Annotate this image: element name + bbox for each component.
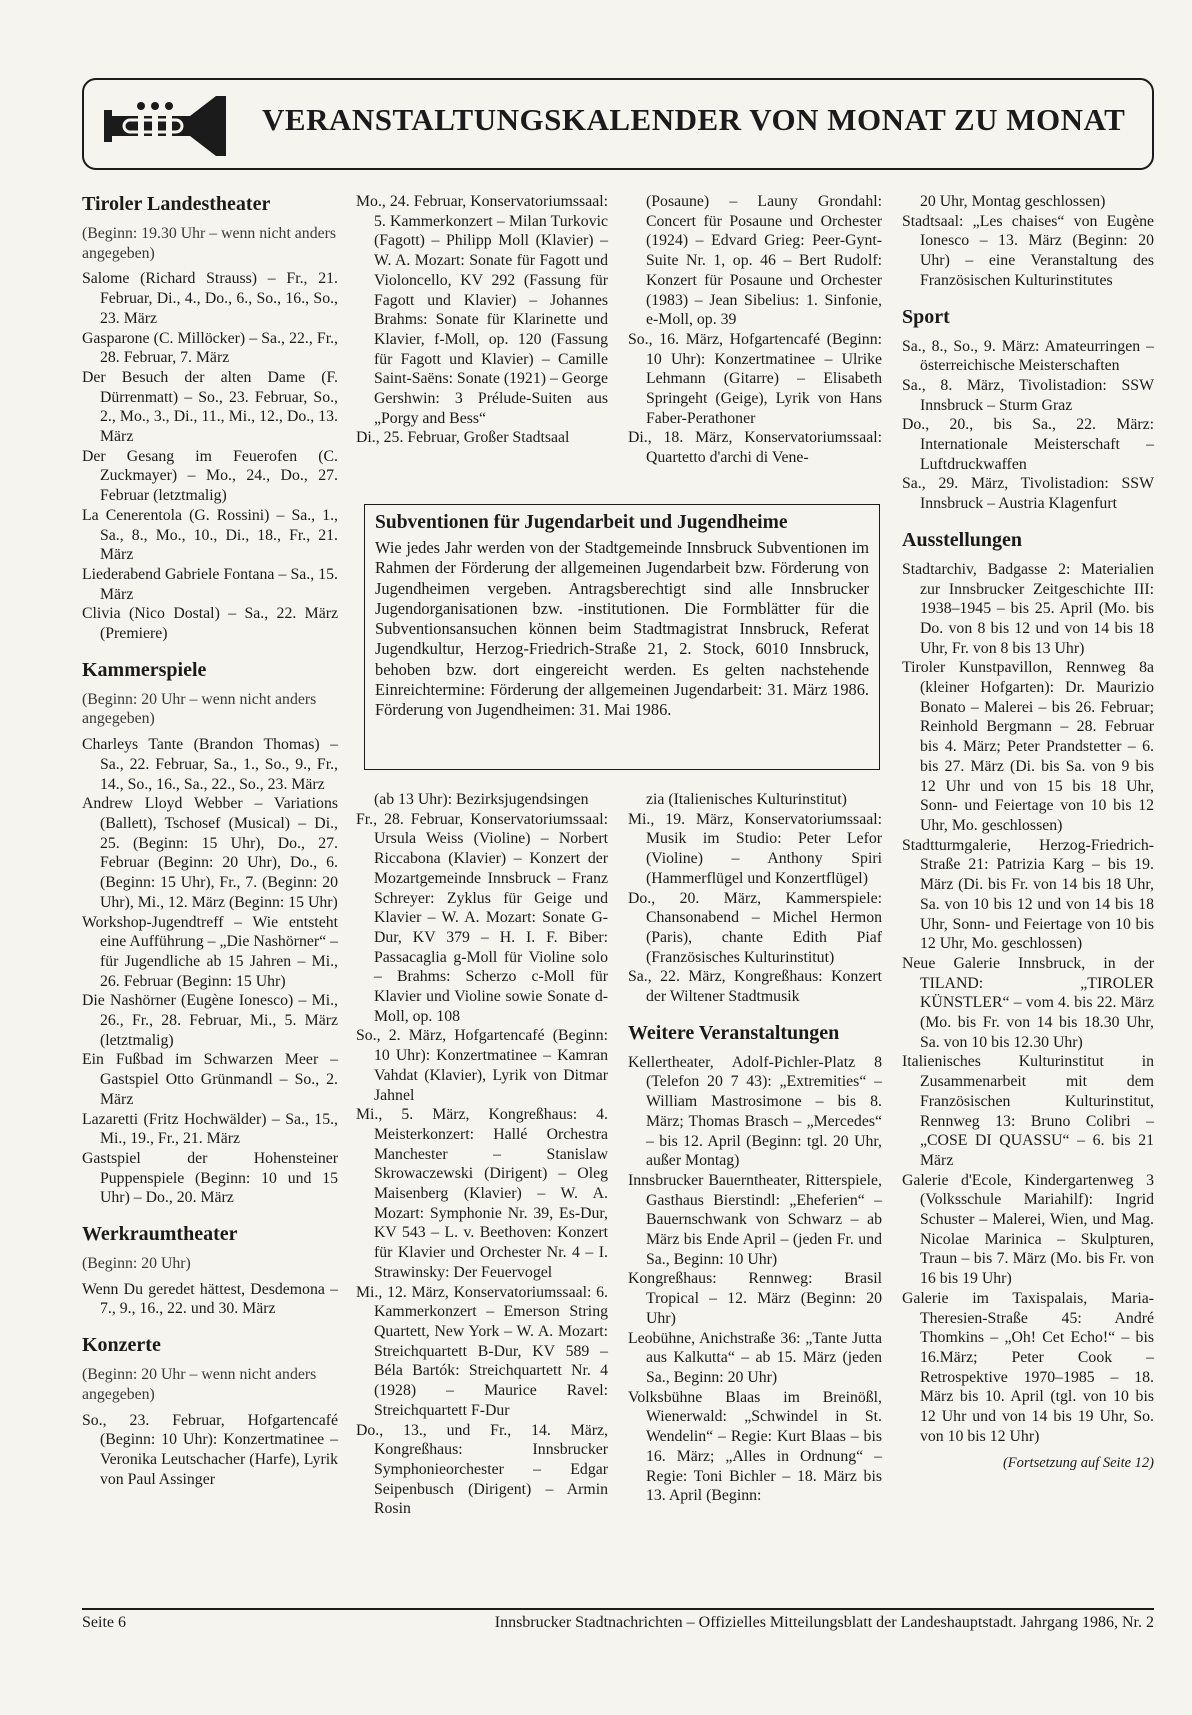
list-item: Lazaretti (Fritz Hochwälder) – Sa., 15., Mi., 19., Fr., 21. März — [82, 1110, 338, 1148]
list-item: Clivia (Nico Dostal) – Sa., 22. März (Premiere) — [82, 605, 338, 643]
continuation-note: (Fortsetzung auf Seite 12) — [1002, 1455, 1154, 1472]
list-item: Do., 20. März, Kammerspiele: Chansonabend – Michel Hermon (Paris), chante Edith Piaf (Französisches Kulturinstitut) — [628, 889, 882, 966]
header-banner — [82, 78, 1154, 170]
list-item: Der Besuch der alten Dame (F. Dürrenmatt) – So., 23. Februar, So., 2., Mo., 3., Di., 11., Mi., 12., Do., 13. März — [82, 368, 338, 446]
section-note: (Beginn: 20 Uhr – wenn nicht anders angegeben) — [82, 690, 317, 728]
list-item: So., 16. März, Hofgartencafé (Beginn: 10 Uhr): Konzertmatinee – Ulrike Lehmann (Gitarre) – Elisabeth Springeht (Geige), Lyrik von Hans Faber-Perathoner — [628, 330, 882, 427]
section-title: Werkraumtheater — [82, 1223, 238, 1246]
list-item: Mi., 12. März, Konservatoriumssaal: 6. Kammerkonzert – Emerson String Quartett, New York – W. A. Mozart: Streichquartett B-Dur, KV 589 – Béla Bartók: Streichquartett Nr. 4 (1928) – Maurice Ravel: Streichquartett F-Dur — [356, 1283, 608, 1419]
section-title: Sport — [902, 305, 950, 328]
list-item: Sa., 8., So., 9. März: Amateurringen – österreichische Meisterschaften — [902, 337, 1154, 375]
column-4 — [902, 192, 1154, 1474]
list-item: Di., 25. Februar, Großer Stadtsaal — [356, 429, 570, 447]
notice-title: Subventionen für Jugendarbeit und Jugendheime — [375, 512, 788, 533]
list-item: Gasparone (C. Millöcker) – Sa., 22., Fr., 28. Februar, 7. März — [82, 329, 338, 367]
list-item: Leobühne, Anichstraße 36: „Tante Jutta aus Kalkutta“ – ab 15. März (jeden Sa., Beginn: 20 Uhr) — [628, 1329, 882, 1386]
publication-line: Innsbrucker Stadtnachrichten – Offizielles Mitteilungsblatt der Landeshauptstadt. Jahrgang 1986, Nr. 2 — [494, 1614, 1154, 1631]
list-item: (Posaune) – Launy Grondahl: Concert für Posaune und Orchester (1924) – Edvard Grieg: Peer-Gynt-Suite Nr. 1, op. 46 – Bert Rudolf: Konzert für Posaune und Orchester (1983) – Jean Sibelius: 1. Sinfonie, e-Moll, op. 39 — [646, 193, 882, 329]
list-item: Sa., 22. März, Kongreßhaus: Konzert der Wiltener Stadtmusik — [628, 968, 882, 1006]
list-item: zia (Italienisches Kulturinstitut) — [646, 791, 847, 808]
section-note: (Beginn: 20 Uhr – wenn nicht anders angegeben) — [82, 1366, 317, 1403]
footer-divider — [82, 1608, 1154, 1610]
list-item: Mi., 5. März, Kongreßhaus: 4. Meisterkonzert: Hallé Orchestra Manchester – Stanislaw Skrowaczewski (Dirigent) – Oleg Maisenberg (Klavier) – W. A. Mozart: Symphonie Nr. 39, Es-Dur, KV 543 – L. v. Beethoven: Konzert für Klavier und Orchester Nr. 4 – I. Strawinsky: Der Feuervogel — [356, 1106, 608, 1281]
list-item: Gastspiel der Hohensteiner Puppenspiele (Beginn: 10 und 15 Uhr) – Do., 20. März — [82, 1149, 338, 1207]
list-item: Kongreßhaus: Rennweg: Brasil Tropical – 12. März (Beginn: 20 Uhr) — [628, 1270, 882, 1327]
list-item: Workshop-Jugendtreff – Wie entsteht eine Aufführung – „Die Nashörner“ – für Jugendliche ab 15 Jahren – Mi., 26. Februar (Beginn: 15 Uhr) — [82, 913, 338, 990]
section-title: Weitere Veranstaltungen — [628, 1021, 840, 1044]
list-item: Do., 20., bis Sa., 22. März: Internationale Meisterschaft – Luftdruckwaffen — [902, 416, 1154, 473]
list-item: Tiroler Kunstpavillon, Rennweg 8a (kleiner Hofgarten): Dr. Maurizio Bonato – Malerei – bis 26. Februar; Reinhold Bergmann – 28. Februar bis 4. März; Peter Prandstetter – 6. bis 27. März (Di. bis Sa. von 9 bis 12 Uhr und von 15 bis 18 Uhr, Sonn- und Feiertage von 10 bis 12 Uhr, Mo. geschlossen) — [902, 659, 1154, 834]
section-title: Konzerte — [82, 1334, 161, 1357]
list-item: Stadtarchiv, Badgasse 2: Materialien zur Innsbrucker Zeitgeschichte III: 1938–1945 – bis 25. April (Mo. bis Do. von 8 bis 12 und von 14 bis 18 Uhr, Fr. von 8 bis 13 Uhr) — [902, 560, 1154, 657]
list-item: Di., 18. März, Konservatoriumssaal: Quartetto d'archi di Vene- — [628, 429, 882, 467]
list-item: Die Nashörner (Eugène Ionesco) – Mi., 26., Fr., 28. Februar, Mi., 5. März (letztmalig) — [82, 992, 338, 1049]
list-item: Andrew Lloyd Webber – Variations (Ballett), Tschosef (Musical) – Di., 25. (Beginn: 15 Uhr), Do., 27. Februar (Beginn: 20 Uhr), Do., 6. (Beginn: 15 Uhr), Fr., 7. (Beginn: 20 Uhr), Mi., 12. März (Beginn: 15 Uhr) — [82, 795, 338, 911]
list-item: Mi., 19. März, Konservatoriumssaal: Musik im Studio: Peter Lefor (Violine) – Anthony Spiri (Hammerflügel und Konzertflügel) — [628, 810, 882, 887]
list-item: Sa., 29. März, Tivolistadion: SSW Innsbruck – Austria Klagenfurt — [902, 475, 1154, 513]
list-item: Wenn Du geredet hättest, Desdemona – 7., 9., 16., 22. und 30. März — [82, 1280, 338, 1318]
list-item: 20 Uhr, Montag geschlossen) — [920, 193, 1106, 210]
list-item: Fr., 28. Februar, Konservatoriumssaal: Ursula Weiss (Violine) – Norbert Riccabona (Klavier) – Konzert der Mozartgemeinde Innsbruck – Franz Schreyer: Zyklus für Geige und Klavier – W. A. Mozart: Sonate G-Dur, KV 379 – H. I. F. Biber: Passacaglia g-Moll für Violine solo – Brahms: Scherzo c-Moll für Klavier und Violine sowie Sonate d-Moll, op. 108 — [356, 810, 608, 1025]
list-item: Neue Galerie Innsbruck, in der TILAND: „TIROLER KÜNSTLER“ – vom 4. bis 22. März (Mo. bis Fr. von 14 bis 18.30 Uhr, Sa. von 10 bis 12.30 Uhr) — [902, 954, 1154, 1051]
list-item: Do., 13., und Fr., 14. März, Kongreßhaus: Innsbrucker Symphonieorchester – Edgar Seipenbusch (Dirigent) – Armin Rosin — [356, 1421, 608, 1518]
list-item: Liederabend Gabriele Fontana – Sa., 15. März — [82, 565, 338, 603]
column-2-bottom — [356, 790, 608, 1519]
list-item: Galerie d'Ecole, Kindergartenweg 3 (Volksschule Mariahilf): Ingrid Schuster – Malerei, Wien, und Mag. Nicolae Marinica – Skulpturen, Traun – bis 7. März (Mo. bis Fr. von 16 bis 19 Uhr) — [902, 1171, 1154, 1288]
column-3-bottom — [628, 790, 882, 1506]
list-item: Charleys Tante (Brandon Thomas) – Sa., 22. Februar, Sa., 1., So., 9., Fr., 14., So., 16., Sa., 22., So., 23. März — [82, 736, 338, 793]
list-item: Ein Fußbad im Schwarzen Meer – Gastspiel Otto Grünmandl – So., 2. März — [82, 1051, 338, 1108]
list-item: Sa., 8. März, Tivolistadion: SSW Innsbruck – Sturm Graz — [902, 376, 1154, 414]
section-title: Ausstellungen — [902, 528, 1023, 551]
list-item: Stadtsaal: „Les chaises“ von Eugène Ionesco – 13. März (Beginn: 20 Uhr) – eine Veranstaltung des Französischen Kulturinstitutes — [902, 212, 1154, 289]
list-item: Stadtturmgalerie, Herzog-Friedrich-Straße 21: Patrizia Karg – bis 19. März (Di. bis Fr. von 14 bis 18 Uhr, Sa. von 10 bis 12 und von 14 bis 18 Uhr, Sonn- und Feiertage von 10 bis 12 Uhr, Mo. geschlossen) — [902, 836, 1154, 953]
list-item: So., 23. Februar, Hofgartencafé (Beginn: 10 Uhr): Konzertmatinee – Veronika Leutschacher (Harfe), Lyrik von Paul Assinger — [82, 1411, 338, 1488]
column-1 — [82, 192, 338, 1489]
section-title: Kammerspiele — [82, 658, 207, 681]
section-note: (Beginn: 20 Uhr) — [82, 1255, 191, 1273]
list-item: Innsbrucker Bauerntheater, Ritterspiele, Gasthaus Bierstindl: „Eheferien“ – Bauernschwank von Schwarz – ab März bis Ende April – (jeden Fr. und Sa., Beginn: 10 Uhr) — [628, 1171, 882, 1268]
list-item: Mo., 24. Februar, Konservatoriumssaal: 5. Kammerkonzert – Milan Turkovic (Fagott) – Philipp Moll (Klavier) – W. A. Mozart: Sonate für Fagott und Violoncello, KV 292 (Fassung für Fagott und Klavier) – Johannes Brahms: Sonate für Klarinette und Klavier, f-Moll, op. 120 (Fassung für Fagott und Klavier) – Camille Saint-Saëns: Sonate (1921) – George Gershwin: 3 Prélude-Suiten aus „Porgy and Bess“ — [356, 193, 608, 427]
notice-body: Wie jedes Jahr werden von der Stadtgemeinde Innsbruck Subventionen im Rahmen der Förderung der allgemeinen Jugendarbeit bzw. Förderung von Jugendheimen vergeben. Antragsberechtigt sind alle Innsbrucker Jugendorganisationen bzw. -institutionen. Die Formblätter für die Subventionsansuchen können beim Stadtmagistrat Innsbruck, Referat Jugendkultur, Herzog-Friedrich-Straße 21, 2. Stock, 6010 Innsbruck, behoben bzw. dort eingereicht werden. Es gelten nachstehende Einreichtermine: Förderung der allgemeinen Jugendarbeit: 31. März 1986. Förderung von Jugendheimen: 31. Mai 1986. — [375, 538, 869, 720]
list-item: (ab 13 Uhr): Bezirksjugendsingen — [374, 791, 589, 808]
list-item: Galerie im Taxispalais, Maria-Theresien-Straße 45: André Thomkins – „Oh! Cet Echo!“ – bis 16.März; Peter Cook – Retrospektive 1970–1985 – 18. März bis 10. April (tgl. von 10 bis 12 Uhr und von 14 bis 19 Uhr, So. von 10 bis 12 Uhr) — [902, 1289, 1154, 1445]
list-item: Volksbühne Blaas im Breinößl, Wienerwald: „Schwindel in St. Wendelin“ – Regie: Kurt Blaas – bis 16. März; „Alles in Ordnung“ – Regie: Toni Bichler – 18. März bis 13. April (Beginn: — [628, 1388, 882, 1505]
section-note: (Beginn: 19.30 Uhr – wenn nicht anders angegeben) — [82, 225, 337, 262]
trumpet-icon — [94, 86, 230, 164]
list-item: Italienisches Kulturinstitut in Zusammenarbeit mit dem Französischen Kulturinstitut, Rennweg 13: Bruno Colibri – „COSE DI QUASSU“ – 6. bis 21 März — [902, 1053, 1154, 1169]
list-item: La Cenerentola (G. Rossini) – Sa., 1., Sa., 8., Mo., 10., Di., 18., Fr., 21. März — [82, 506, 338, 564]
column-2-top — [356, 192, 608, 448]
list-item: Der Gesang im Feuerofen (C. Zuckmayer) – Mo., 24., Do., 27. Februar (letztmalig) — [82, 447, 338, 505]
page-title: VERANSTALTUNGSKALENDER VON MONAT ZU MONAT — [262, 102, 1126, 137]
column-3-top — [628, 192, 882, 468]
list-item: Salome (Richard Strauss) – Fr., 21. Februar, Di., 4., Do., 6., So., 16., So., 23. März — [82, 270, 338, 327]
list-item: Kellertheater, Adolf-Pichler-Platz 8 (Telefon 20 7 43): „Extremities“ – William Mastrosimone – bis 8. März; Thomas Brasch – „Mercedes“ – bis 12. April (Beginn: tgl. 20 Uhr, außer Montag) — [628, 1053, 882, 1170]
section-title: Tiroler Landestheater — [82, 193, 271, 215]
subsidy-notice-box — [364, 504, 880, 770]
list-item: So., 2. März, Hofgartencafé (Beginn: 10 Uhr): Konzertmatinee – Kamran Vahdat (Klavier), Lyrik von Ditmar Jahnel — [356, 1027, 608, 1104]
page-number: Seite 6 — [82, 1614, 126, 1631]
